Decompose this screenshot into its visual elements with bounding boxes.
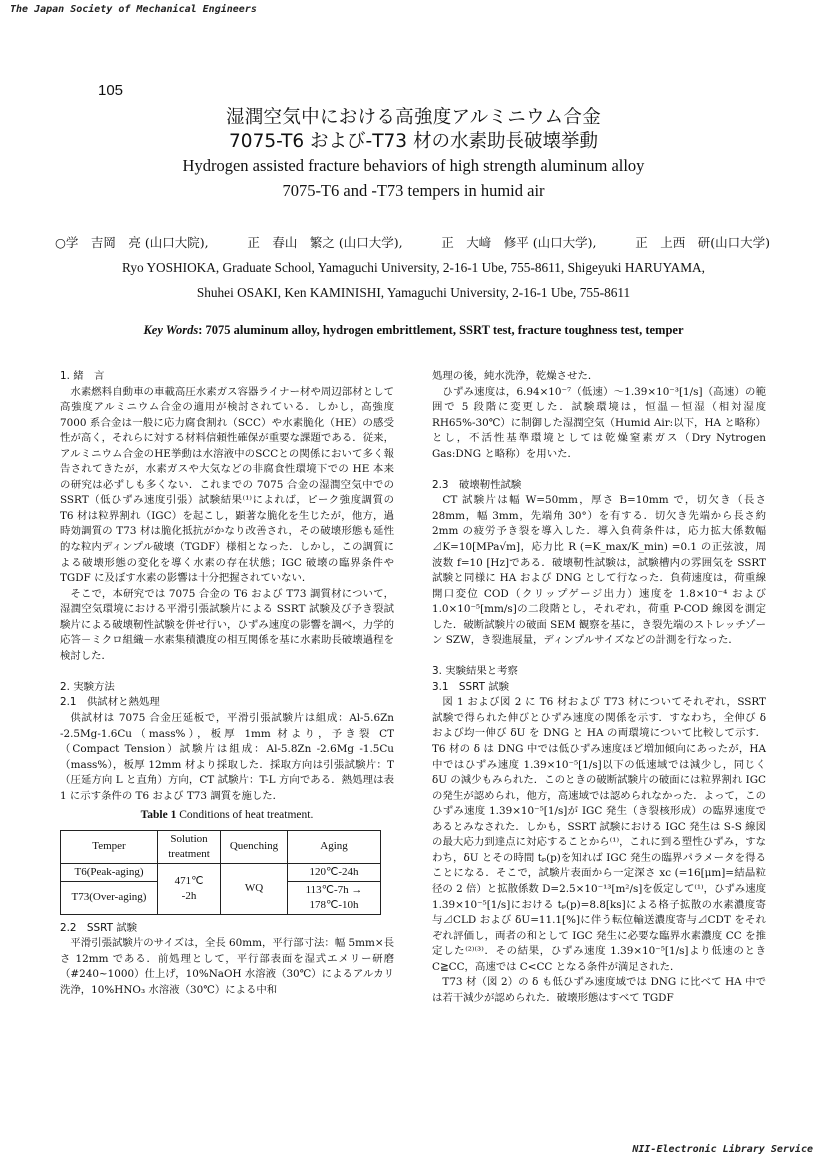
author-1: ○学 吉岡 亮 (山口大院), bbox=[55, 235, 209, 250]
table-1-caption-text: Conditions of heat treatment. bbox=[176, 809, 314, 822]
section-1-paragraph-1: 水素燃料自動車の車載高圧水素ガス容器ライナー材や周辺部材として高強度アルミニウム合金の適用が検討されている．しかし，高強度 7000 系合金は一般に応力腐食割れ（SCC）や水素脆化（HE）の感受性が高く，それらに対する材料信頼性確保が重要な課題である．従来，アルミニウム合金のHE挙動は水溶液中のSCCとの関係において多く報告されてきたが，水素ガスや大気などの非腐食性環境下での HE 本来の研究は必ずしも多くない．これまでの 7075 合金の湿潤空気中での SSRT（低ひずみ速度引張）試験結果⁽¹⁾によれば，ピーク強度調質の T6 材は粒界割れ（IGC）を起こし，顕著な脆化を生じたが，他方，過時効調質の T73 材は脆化抵抗がかなり改善され，その破壊形態も延性的な粒内ディンプル破壊（TGDF）様相となった．しかし，この調質による破壊形態の変化を導く水素の存在状態；IGC 破壊の臨界条件や TGDF に及ぼす水素の影響は十分把握されていない． bbox=[60, 385, 394, 585]
table-1-label: Table 1 bbox=[140, 809, 177, 822]
solution-temp: 471℃ bbox=[174, 874, 204, 887]
table-header: Solution treatment bbox=[158, 830, 221, 863]
author-4: 正 上西 研(山口大学) bbox=[635, 235, 770, 250]
journal-header: The Japan Society of Mechanical Engineers bbox=[10, 4, 257, 15]
table-header: Temper bbox=[61, 830, 158, 863]
table-cell bbox=[158, 863, 221, 914]
paper-number: 105 bbox=[98, 82, 124, 99]
section-3-1-heading: 3.1 SSRT 試験 bbox=[432, 680, 510, 693]
table-header: Aging bbox=[288, 830, 381, 863]
section-1-paragraph-2: そこで，本研究では 7075 合金の T6 および T73 調質材について，湿潤空気環境における平滑引張試験片による SSRT 試験及び予き裂試験片による破壊靭性試験を併せ行い，ひずみ速度の影響を調べ，力学的応答－ミクロ組織－水素集積濃度の相互関係を基に水素助長破壊過程を検討した． bbox=[60, 587, 394, 662]
aging-step-1: 113℃-7h → bbox=[305, 883, 363, 896]
table-row bbox=[61, 863, 381, 881]
section-2-1-heading: 2.1 供試材と熱処理 bbox=[60, 696, 160, 709]
table-cell: T6(Peak-aging) bbox=[61, 863, 158, 881]
section-2-2-continued: 処理の後，純水洗浄，乾燥させた． bbox=[432, 370, 599, 382]
title-ja-line1: 湿潤空気中における高強度アルミニウム合金 bbox=[225, 107, 602, 128]
section-3-1-paragraph-2: T73 材（図 2）の δ も低ひずみ速度域では DNG に比べて HA 中では若干減少が認められた．破壊形態はすべて TGDF bbox=[432, 976, 766, 1004]
author-3: 正 大﨑 修平 (山口大学), bbox=[441, 235, 597, 250]
table-header: Quenching bbox=[221, 830, 288, 863]
right-column bbox=[432, 369, 766, 1006]
table-1-caption bbox=[60, 808, 394, 824]
section-3-1-paragraph-1: 図 1 および図 2 に T6 材および T73 材についてそれぞれ，SSRT 試験で得られた伸びとひずみ速度の関係を示す．すなわち，全伸び δ および均一伸び δU を DNG と HA の両環境について比較して示す．T6 材の δ は DNG 中では低ひずみ速度ほど増加傾向にあったが，HA 中ではひずみ速度 1.39×10⁻⁵[1/s]以下の低速域では減少し，同じく δU の減少もみられた．このときの破断試験片の破面には粒界割れ IGC の発生が認められ，他方，高速域では認められなかった．よって，このひずみ速度 1.39×10⁻⁵[1/s]が IGC 発生（き裂核形成）の臨界速度であるとみなされた．しかも，SSRT 試験における IGC 発生は S-S 線図の最大応力到達点に対応することから⁽¹⁾，これに到る塑性ひずみ，すなわち，δU とその時間 tₚ(p)を知れば IGC 発生の臨界パラメータを得ることになる．そこで，試験片表面から一定深さ xc (=16[μm]=結晶粒径の 2 倍）と拡散係数 D=2.5×10⁻¹³[m²/s]を仮定して⁽¹⁾，ひずみ速度 1.39×10⁻⁵[1/s]における tₚ(p)=8.8[ks]による格子拡散の水素濃度寄与⊿CLD および δU=11.1[%]に伴う転位輸送濃度寄与⊿CDT をそれぞれ評価し，両者の和として IGC 発生に必要な臨界水素濃度 CC を推定した⁽²⁾⁽³⁾．その結果，ひずみ速度 1.39×10⁻⁵[1/s]より低速のとき C≧CC，高速では C<CC となる条件が満足された． bbox=[432, 696, 766, 973]
section-2-3-paragraph: CT 試験片は幅 W=50mm，厚さ B=10mm で，切欠き（長さ 28mm，幅 3mm，先端角 30°）を有する．切欠き先端から長さ約 2mm の疲労予き裂を導入した．導入負荷条件は，応力拡大係数幅⊿K=10[MPa√m]，応力比 R (=K_max/K_min) =0.1 の正弦波，周波数 f=10 [Hz]である．破壊靭性試験は，試験槽内の雰囲気を SSRT 試験と同様に HA および DNG として行なった．負荷速度は，荷重線開口変位 COD（クリップゲージ出力）速度を 1.8×10⁻⁴ および 1.0×10⁻⁵[mm/s]の二段階とし，それぞれ，荷重 P-COD 線図を測定した．破断試験片の破面 SEM 観察を基に，き裂先端のストレッチゾーン SZW，き裂進展量，ディンプルサイズなどの計測を行なった． bbox=[432, 494, 766, 647]
footer-source: NII-Electronic Library Service bbox=[632, 1144, 813, 1155]
title-ja-line2: 7075-T6 および-T73 材の水素助長破壊挙動 bbox=[229, 131, 598, 152]
section-3-heading: 3. 実験結果と考察 bbox=[432, 665, 518, 678]
title-en-line1: Hydrogen assisted fracture behaviors of high strength aluminum alloy bbox=[182, 156, 645, 175]
author-2: 正 春山 繁之 (山口大学), bbox=[247, 235, 403, 250]
table-header-row bbox=[61, 830, 381, 863]
section-2-2-heading: 2.2 SSRT 試験 bbox=[60, 921, 138, 934]
table-cell bbox=[288, 881, 381, 914]
table-cell: WQ bbox=[221, 863, 288, 914]
table-cell: T73(Over-aging) bbox=[61, 881, 158, 914]
keywords-list: : 7075 aluminum alloy, hydrogen embrittlement, SSRT test, fracture toughness test, temper bbox=[198, 323, 684, 337]
section-2-2-paragraph: 平滑引張試験片のサイズは，全長 60mm，平行部寸法：幅 5mm×長さ 12mm である．前処理として，平行部表面を湿式エメリー研磨（#240~1000）仕上げ，10%NaOH 水溶液（30℃）によるアルカリ洗浄，10%HNO₃ 水溶液（30℃）による中和 bbox=[60, 937, 394, 996]
authors-ja bbox=[55, 233, 770, 251]
solution-time: -2h bbox=[181, 889, 197, 902]
heat-treatment-table bbox=[60, 830, 381, 915]
table-cell: 120℃-24h bbox=[288, 863, 381, 881]
title-en-line2: 7075-T6 and -T73 tempers in humid air bbox=[282, 181, 545, 200]
aging-step-2: 178℃-10h bbox=[309, 898, 359, 911]
keywords-label: Key Words bbox=[143, 323, 199, 337]
left-column bbox=[60, 369, 394, 999]
section-1-heading: 1. 緒 言 bbox=[60, 370, 105, 382]
keywords bbox=[0, 323, 827, 338]
section-2-3-heading: 2.3 破壊靭性試験 bbox=[432, 478, 522, 491]
section-2-heading: 2. 実験方法 bbox=[60, 680, 115, 693]
affiliation-line2: Shuhei OSAKI, Ken KAMINISHI, Yamaguchi University, 2-16-1 Ube, 755-8611 bbox=[196, 285, 631, 300]
section-2-1-paragraph: 供試材は 7075 合金圧延板で，平滑引張試験片は組成：Al-5.6Zn -2.5Mg-1.6Cu（mass%），板厚 1mm 材より，予き裂 CT（Compact Tension）試験片は組成：Al-5.8Zn -2.6Mg -1.5Cu（mass%），板厚 12mm 材より採取した．採取方向は引張試験片：T（圧延方向 L と直角）方向，CT 試験片：T-L 方向である．熱処理は表 1 に示す条件の T6 および T73 調質を施した． bbox=[60, 711, 394, 802]
section-2-2-paragraph-2: ひずみ速度は，6.94×10⁻⁷（低速）～1.39×10⁻³[1/s]（高速）の範囲で 5 段階に変更した．試験環境は，恒温－恒湿（相対湿度 RH65%-30℃）に制御した湿潤空気（Humid Air:以下，HA と略称）とし，不活性基準環境としては乾燥窒素ガス（Dry Nytrogen Gas:DNG と略称）を用いた． bbox=[432, 385, 766, 460]
affiliation-line1: Ryo YOSHIOKA, Graduate School, Yamaguchi University, 2-16-1 Ube, 755-8611, Shigeyuki HARUYAMA, bbox=[121, 260, 705, 275]
